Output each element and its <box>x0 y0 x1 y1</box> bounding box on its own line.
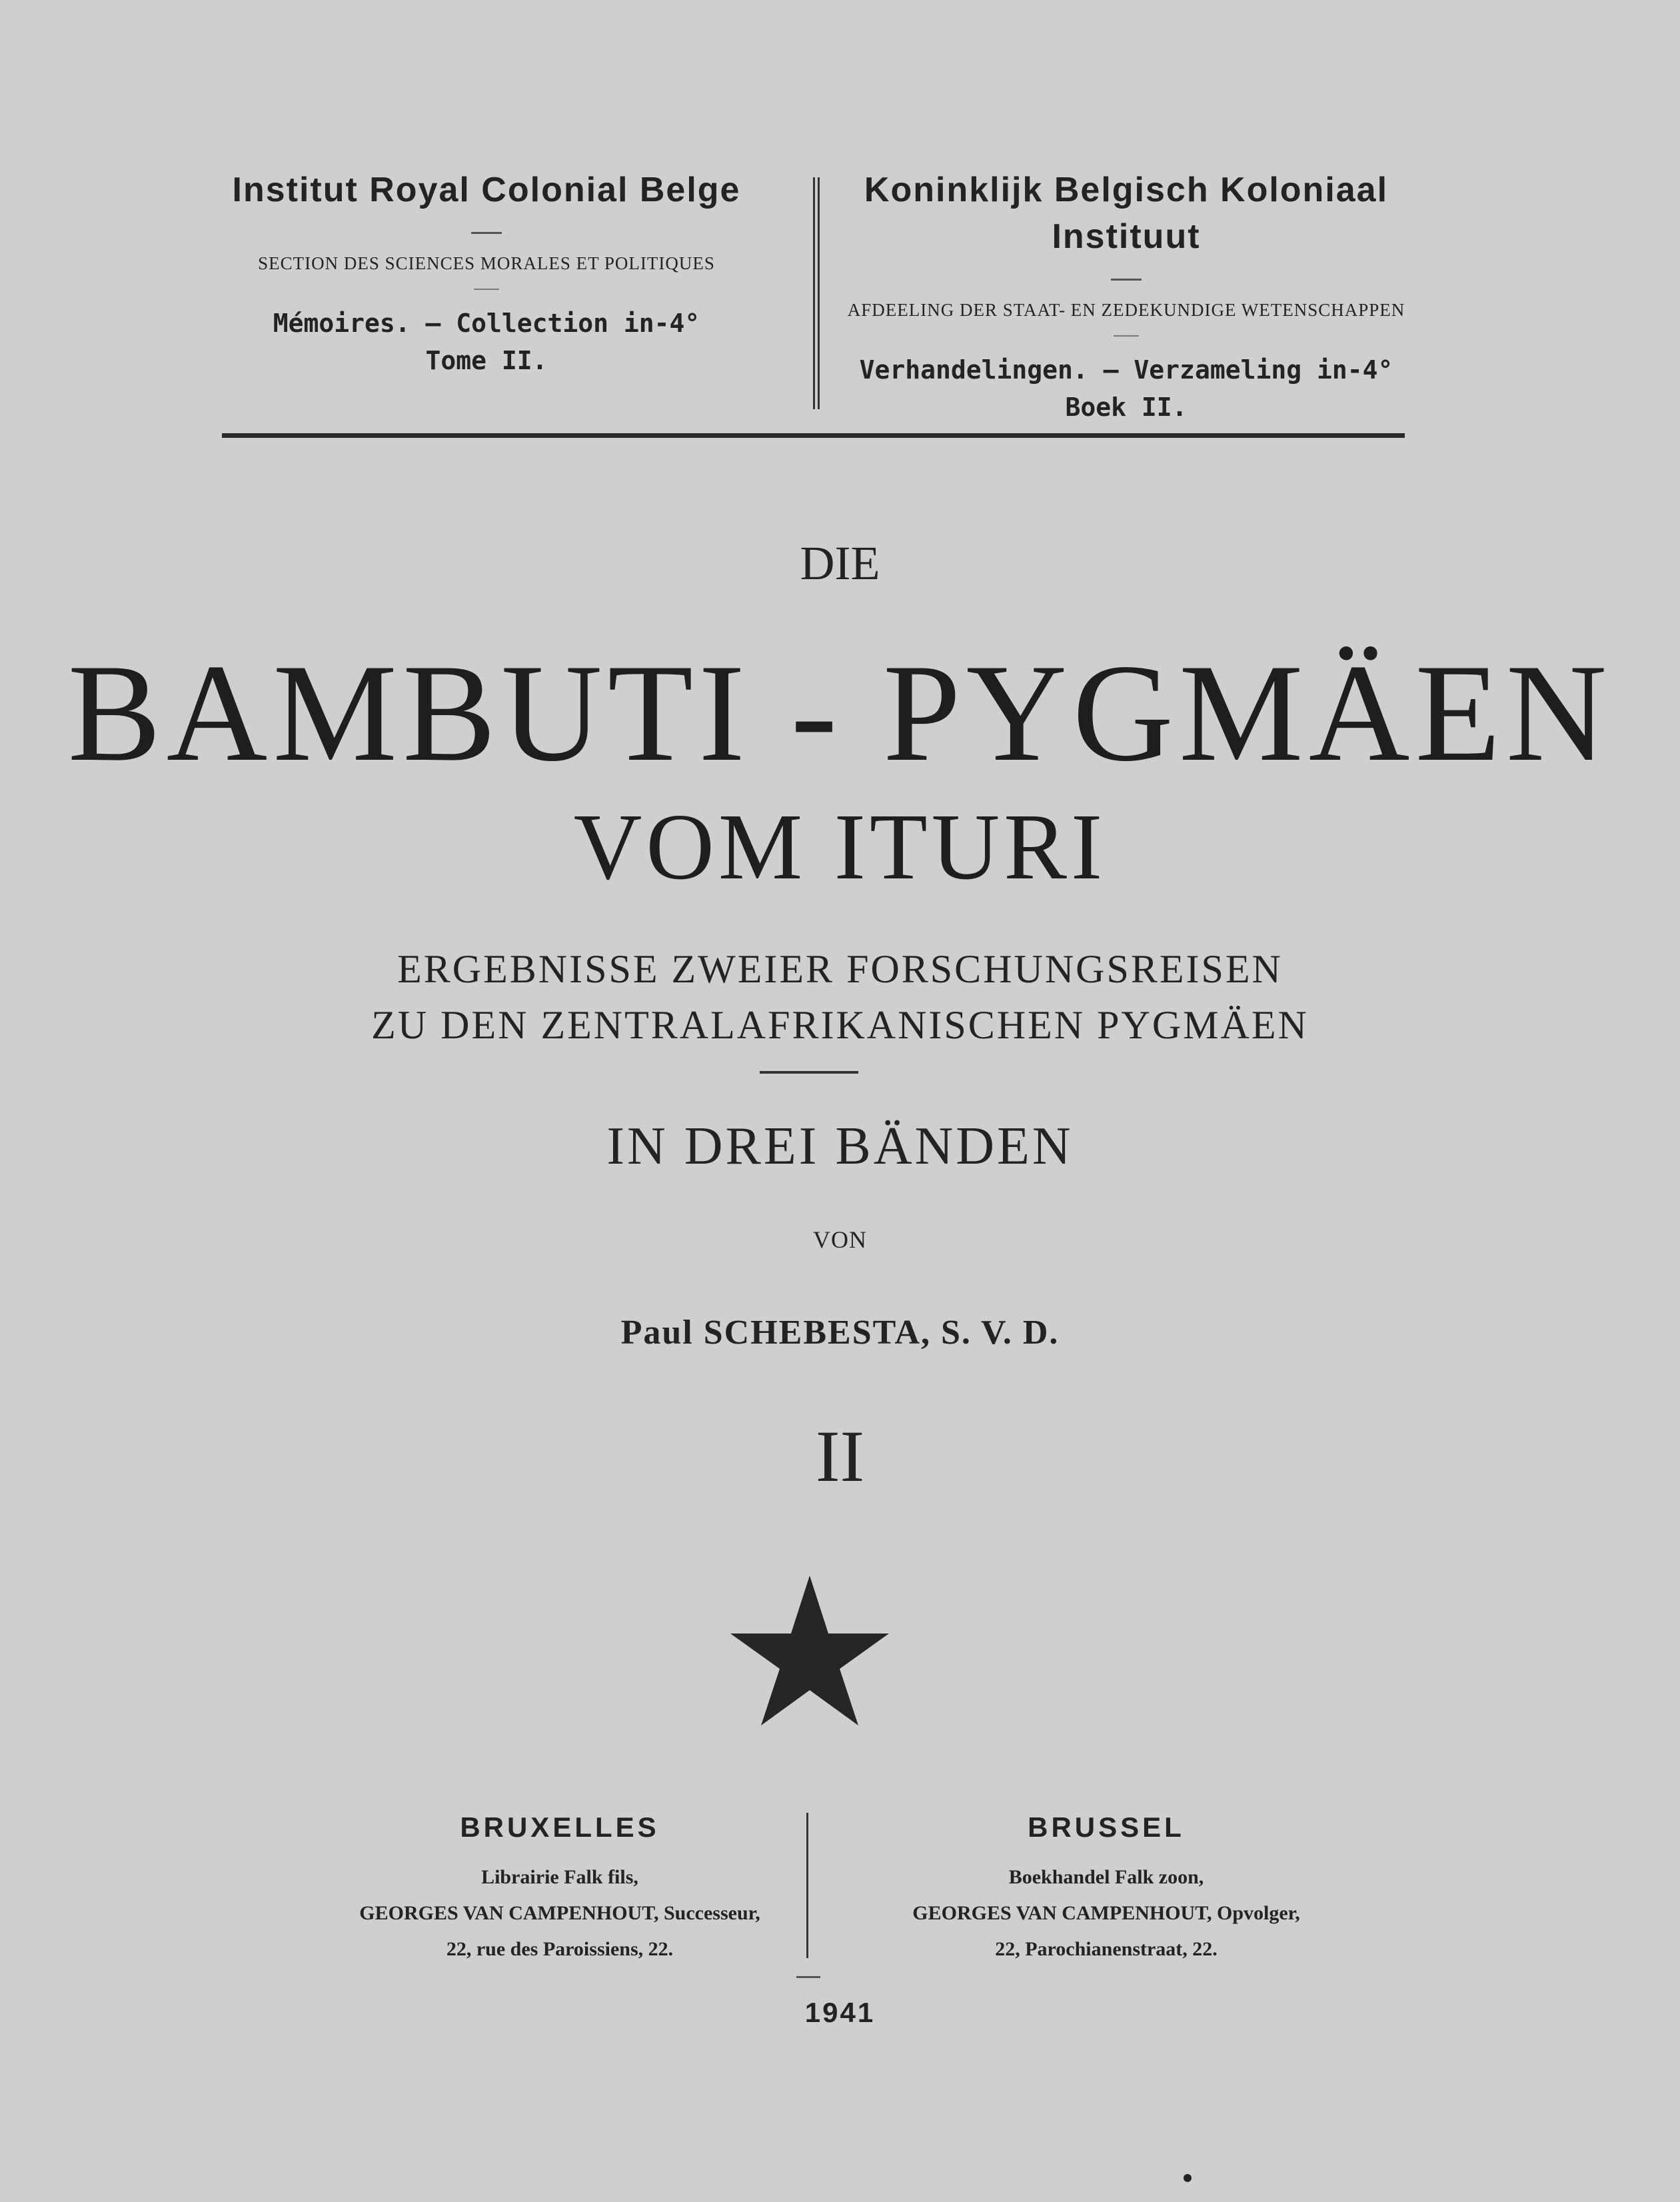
author: Paul SCHEBESTA, S. V. D. <box>620 1314 1060 1352</box>
successor-fr: GEORGES VAN CAMPENHOUT, Successeur, <box>359 1902 760 1924</box>
title-article: DIE <box>800 537 880 590</box>
imprint-column-separator <box>806 1813 808 1958</box>
imprint-right <box>840 1807 1373 1967</box>
section-name-fr: SECTION DES SCIENCES MORALES ET POLITIQUES <box>258 253 715 273</box>
series-fr: Mémoires. — Collection in-4° <box>273 309 700 338</box>
header-right <box>826 167 1426 426</box>
city-nl: BRUSSEL <box>1028 1811 1185 1843</box>
divider <box>1111 279 1142 281</box>
publisher-nl: Boekhandel Falk zoon, <box>1008 1866 1204 1888</box>
institute-name-nl: Koninklijk Belgisch Koloniaal Instituut <box>864 171 1389 256</box>
publisher-fr: Librairie Falk fils, <box>481 1866 638 1888</box>
imprint-left <box>300 1807 820 1967</box>
subtitle-line-1: ERGEBNISSE ZWEIER FORSCHUNGSREISEN <box>397 947 1283 991</box>
header-rule <box>222 433 1405 438</box>
volumes-note: IN DREI BÄNDEN <box>606 1117 1074 1176</box>
by-line: VON <box>813 1226 867 1253</box>
divider <box>796 1976 820 1978</box>
address-nl: 22, Parochianenstraat, 22. <box>995 1938 1218 1960</box>
divider <box>471 232 502 234</box>
city-fr: BRUXELLES <box>460 1811 660 1843</box>
title-place: VOM ITURI <box>573 794 1107 899</box>
header-left <box>200 167 773 379</box>
address-fr: 22, rue des Paroissiens, 22. <box>446 1938 674 1960</box>
volume-nl: Boek II. <box>1065 393 1188 422</box>
ink-speck <box>1184 2174 1192 2182</box>
divider <box>474 289 499 290</box>
main-title: BAMBUTI - PYGMÄEN <box>67 636 1613 790</box>
institute-name-fr: Institut Royal Colonial Belge <box>232 171 741 209</box>
series-nl: Verhandelingen. — Verzameling in-4° <box>859 355 1393 385</box>
volume-number: II <box>815 1416 865 1497</box>
subtitle-line-2: ZU DEN ZENTRALAFRIKANISCHEN PYGMÄEN <box>371 1003 1309 1047</box>
title-rule <box>760 1071 858 1074</box>
header-column-separator <box>813 177 820 409</box>
publication-year: 1941 <box>804 1997 876 2028</box>
star-icon <box>728 1573 892 1727</box>
successor-nl: GEORGES VAN CAMPENHOUT, Opvolger, <box>912 1902 1300 1924</box>
divider <box>1114 335 1139 337</box>
volume-fr: Tome II. <box>425 346 548 375</box>
section-name-nl: AFDEELING DER STAAT- EN ZEDEKUNDIGE WETENSCHAPPEN <box>847 300 1405 320</box>
